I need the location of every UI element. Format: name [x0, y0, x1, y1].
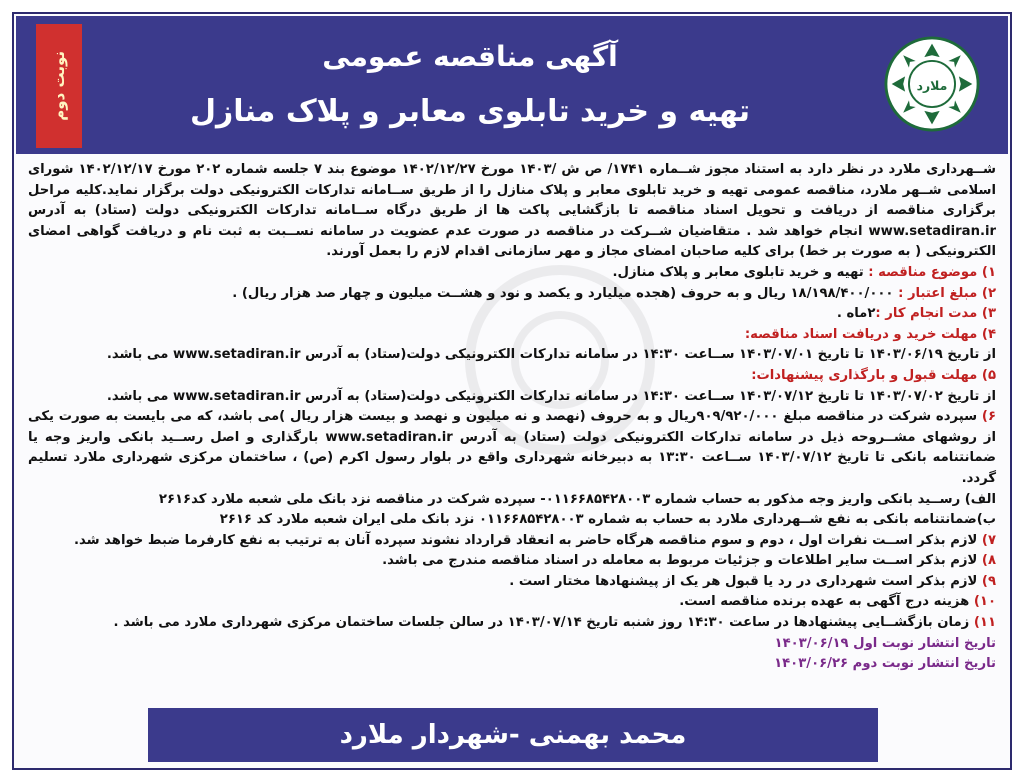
- list-item: ۳) مدت انجام کار :۲ماه .: [836, 306, 996, 322]
- list-item: ۱۱) زمان بازگشــایی پیشنهادها در ساعت ۱۴:۳۰ روز شنبه تاریخ ۱۴۰۳/۰۷/۱۴ در سالن جلسات ساختمان مرکزی شهرداری ملارد می باشد .: [113, 615, 996, 631]
- list-item: الف) رســید بانکی واریز وجه مذکور به حساب شماره ۰۱۱۶۶۸۵۴۲۸۰۰۳- سپرده شرکت در مناقصه نزد بانک ملی شعبه ملارد کد۲۶۱۶: [158, 491, 996, 507]
- list-item: ۲) مبلغ اعتبار : ۱۸/۱۹۸/۴۰۰/۰۰۰ ریال و به حروف (هجده میلیارد و یکصد و نود و هشــت میلیون و چهار صد هزار ریال) .: [232, 285, 996, 301]
- signature-banner: [148, 708, 878, 762]
- signature-text: محمد بهمنی -شهردار ملارد: [339, 720, 687, 750]
- edition-label: نوبت دوم: [50, 51, 68, 121]
- list-item: ۹) لازم بذکر است شهرداری در رد یا قبول هر یک از پیشنهادها مختار است .: [509, 573, 996, 589]
- list-item: ۱) موضوع مناقصه : تهیه و خرید تابلوی معابر و پلاک منازل.: [612, 264, 996, 280]
- list-item: از تاریخ ۱۴۰۳/۰۷/۰۲ تا تاریخ ۱۴۰۳/۰۷/۱۲ ســاعت ۱۴:۳۰ در سامانه تدارکات الکترونیکی دولت(ستاد) به آدرس www.setadiran.ir می باشد.: [106, 388, 996, 404]
- list-item: از تاریخ ۱۴۰۳/۰۶/۱۹ تا تاریخ ۱۴۰۳/۰۷/۰۱ ســاعت ۱۴:۳۰ در سامانه تدارکات الکترونیکی دولت(ستاد) به آدرس www.setadiran.ir می باشد.: [106, 347, 996, 363]
- edition-tab: [36, 24, 82, 148]
- list-item: ۷) لازم بذکر اســت نفرات اول ، دوم و سوم مناقصه هرگاه حاضر به انعقاد قرارداد نشوند سپرده آنان به ترتیب به نفع کارفرما ضبط خواهد شد.: [74, 532, 996, 548]
- publish-date-second: تاریخ انتشار نوبت دوم ۱۴۰۳/۰۶/۲۶: [774, 656, 996, 672]
- logo-text: ملارد: [916, 77, 948, 93]
- notice-body: [28, 160, 996, 695]
- list-item: ۵) مهلت قبول و بارگذاری پیشنهادات:: [751, 367, 996, 383]
- publish-date-first: تاریخ انتشار نوبت اول ۱۴۰۳/۰۶/۱۹: [774, 635, 996, 651]
- list-item: ب)ضمانتنامه بانکی به نفع شــهرداری ملارد به حساب به شماره ۰۱۱۶۶۸۵۴۲۸۰۰۳ نزد بانک ملی ایران شعبه ملارد کد ۲۶۱۶: [219, 512, 996, 528]
- intro-paragraph: شــهرداری ملارد در نظر دارد به استناد مجوز شــماره ۱۷۴۱/ ص ش /۱۴۰۳ مورخ ۱۴۰۲/۱۲/۲۷ موضوع بند ۷ جلسه شماره ۲۰۲ مورخ ۱۴۰۲/۱۲/۱۷ شورای اسلامی شــهر ملارد، مناقصه عمومی تهیه و خرید تابلوی معابر و پلاک منازل را از طریق ســامانه تدارکات الکترونیکی دولت برگزار نماید.کلیه مراحل برگزاری مناقصه از دریافت و تحویل اسناد مناقصه تا بازگشایی پاکت ها از طریق درگاه ســامانه تدارکات الکترونیکی دولت (ستاد) به آدرس www.setadiran.ir انجام خواهد شد . متقاضیان شــرکت در مناقصه در صورت عدم عضویت در سامانه نســبت به ثبت نام و دریافت گواهی امضای الکترونیکی ( به صورت بر خط) برای کلیه صاحبان امضای مجاز و مهر سازمانی اقدام لازم را بعمل آورند.: [28, 162, 997, 260]
- notice-header: [16, 16, 1008, 154]
- notice-subtitle: تهیه و خرید تابلوی معابر و پلاک منازل: [190, 94, 750, 129]
- list-item: ۱۰) هزینه درج آگهی به عهده برنده مناقصه است.: [679, 594, 996, 610]
- notice-title: آگهی مناقصه عمومی: [322, 40, 618, 73]
- list-item: ۴) مهلت خرید و دریافت اسناد مناقصه:: [744, 326, 996, 342]
- list-item: ۸) لازم بذکر اســت سایر اطلاعات و جزئیات مربوط به معامله در اسناد مناقصه مندرج می باشد.: [382, 553, 996, 569]
- list-item: ۶) سپرده شرکت در مناقصه مبلغ ۹۰۹/۹۲۰/۰۰۰ریال و به حروف (نهصد و نه میلیون و نهصد و بیست هزار ریال )می باشد، که می بایست به صورت یکی از روشهای مشــروحه ذیل در سامانه تدارکات الکترونیکی دولت (ستاد) به آدرس www.setadiran.ir بارگذاری و اصل رســید بانکی واریز وجه یا ضمانتنامه بانکی تا تاریخ ۱۴۰۳/۰۷/۱۲ ســاعت ۱۳:۳۰ به دبیرخانه شهرداری واقع در بلوار رسول اکرم (ص) ، ساختمان مرکزی شهرداری ملارد تسلیم گردد.: [28, 409, 996, 486]
- municipality-logo-icon: [884, 36, 980, 132]
